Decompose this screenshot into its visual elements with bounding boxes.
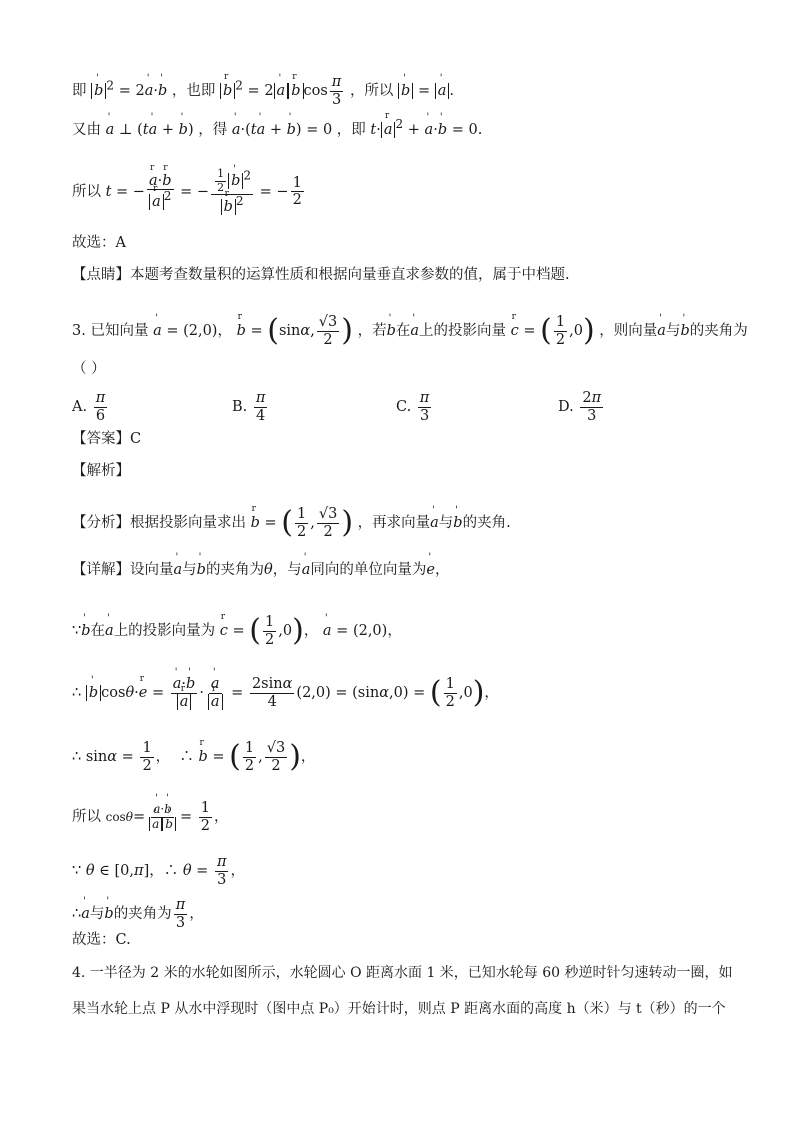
option-b: B. $\frac{\pi}{4}$ <box>232 390 266 424</box>
question-3-paren: （ ） <box>72 361 106 377</box>
fenxi-line: 【分析】根据投影向量求出 r b = ( $\frac{1}{2}$ , $\frac{√3}{2}$ ) ，再求向量' a与' b的夹角. <box>72 506 511 540</box>
choice-line-c: 故选：C. <box>72 932 131 948</box>
option-d: D. $\frac{2\pi}{3}$ <box>558 390 602 424</box>
therefore-line-4: ∴' a与' b的夹角为 $\frac{\pi}{3}$ ， <box>72 897 204 931</box>
analysis-heading: 【解析】 <box>72 463 130 479</box>
because-line-1: ∵' b在' a上的投影向量为 r c = ( $\frac{1}{2}$ ,0)， ' a = (2,0)， <box>72 614 402 648</box>
solution-line-2: 又由 ' a ⊥ (t' a + ' b) ，得 ' a·(t' a + ' b) = 0 ，即 t·r a $^2$ + ' a·' b = 0. <box>72 118 482 137</box>
because-line-2: ∵ θ ∈ [0,π]，∴ θ = $\frac{\pi}{3}$ ， <box>72 854 245 888</box>
question-3: 3. 已知向量 ' a = (2,0)， r b = (sinα, $\frac{√3}{2}$ ) ，若' b在' a上的投影向量 r c = ( $\frac{1}{2}$ ,0) ，则向量' a与' b的夹角为 <box>72 314 748 348</box>
therefore-line-1: ∴ ' b cosθ·r e = ' a·' b r a · ' a r a = $\frac{2\sin\alpha}{4}$ (2,0) = (sinα,0) = ( $\frac{1}{2}$ ,0)， <box>72 676 499 710</box>
therefore-line-2: ∴ sinα = $\frac{1}{2}$ ， ∴ r b = ( $\frac{1}{2}$ , $\frac{√3}{2}$ )， <box>72 740 315 774</box>
choice-line: 故选：A <box>72 235 126 251</box>
xiangjie-line: 【详解】设向量' a与' b的夹角为θ，与' a同向的单位向量为' e， <box>72 563 449 578</box>
answer-line: 【答案】C <box>72 431 142 447</box>
question-4-line-2: 果当水轮上点 P 从水中浮现时（图中点 P₀）开始计时，则点 P 距离水面的高度 h（米）与 t（秒）的一个 <box>72 1001 726 1017</box>
suoyi-line: 所以 cosθ= ' a·' b ' a' b = $\frac{1}{2}$ ， <box>72 800 228 834</box>
option-a: A. $\frac{\pi}{6}$ <box>72 390 106 424</box>
solution-line-1: 即 ' b $^2$ = 2' a·' b ，也即 r b $^2$ = 2' ar b cos $\frac{\pi}{3}$ ，所以 ' b = ' a . <box>72 74 454 108</box>
dianjing-line: 【点睛】本题考查数量积的运算性质和根据向量垂直求参数的值，属于中档题. <box>72 267 570 283</box>
option-c: C. $\frac{\pi}{3}$ <box>396 390 430 424</box>
question-4-line-1: 4. 一半径为 2 米的水轮如图所示，水轮圆心 O 距离水面 1 米，已知水轮每 60 秒逆时针匀速转动一圈，如 <box>72 965 733 981</box>
solution-line-3: 所以 t = − r a·r b r a $^2$ = − $\frac{1}{2}$ ' b $^2$ r b $^2$ = − $\frac{1}{2}$ <box>72 168 306 216</box>
